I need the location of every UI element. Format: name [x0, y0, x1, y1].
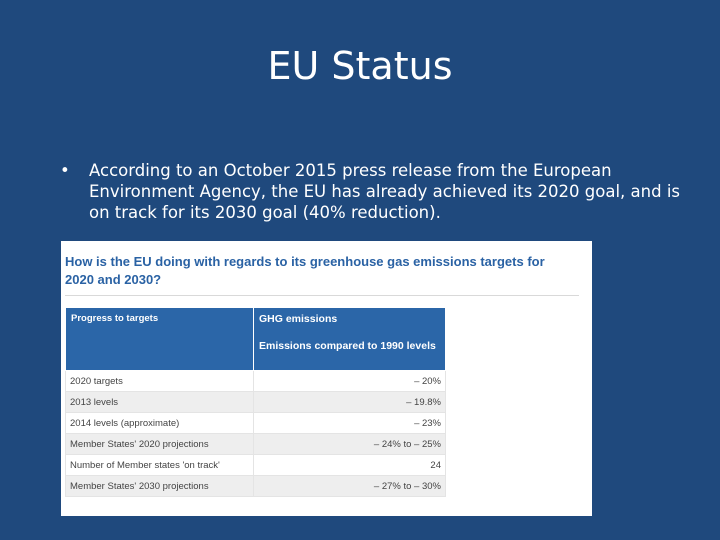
emissions-panel	[61, 241, 592, 516]
row-label: Member States' 2030 projections	[66, 476, 254, 497]
header-ghg-subtitle: Emissions compared to 1990 levels	[259, 340, 436, 352]
table-row	[66, 455, 446, 476]
row-label: 2020 targets	[66, 371, 254, 392]
table-header-row	[66, 308, 446, 371]
bullet-marker: •	[60, 161, 70, 180]
header-ghg	[254, 308, 446, 371]
header-progress: Progress to targets	[66, 308, 254, 371]
slide-title: EU Status	[267, 44, 453, 88]
row-value: – 27% to – 30%	[254, 476, 446, 497]
row-value: – 19.8%	[254, 392, 446, 413]
row-value: – 24% to – 25%	[254, 434, 446, 455]
table-row	[66, 392, 446, 413]
bullet-point	[60, 160, 680, 223]
table-row	[66, 413, 446, 434]
row-label: 2013 levels	[66, 392, 254, 413]
divider	[65, 295, 579, 296]
row-value: – 23%	[254, 413, 446, 434]
table-row	[66, 371, 446, 392]
header-ghg-title: GHG emissions	[259, 313, 338, 325]
table-row	[66, 476, 446, 497]
row-label: 2014 levels (approximate)	[66, 413, 254, 434]
row-value: – 20%	[254, 371, 446, 392]
row-label: Number of Member states 'on track'	[66, 455, 254, 476]
targets-table	[65, 307, 446, 497]
bullet-text: According to an October 2015 press release from the European Environment Agency, the EU has already achieved its 2020 goal, and is on track for its 2030 goal (40% reduction).	[89, 161, 681, 222]
row-value: 24	[254, 455, 446, 476]
panel-heading: How is the EU doing with regards to its greenhouse gas emissions targets for 2020 and 2030?	[65, 254, 545, 287]
row-label: Member States' 2020 projections	[66, 434, 254, 455]
table-row	[66, 434, 446, 455]
